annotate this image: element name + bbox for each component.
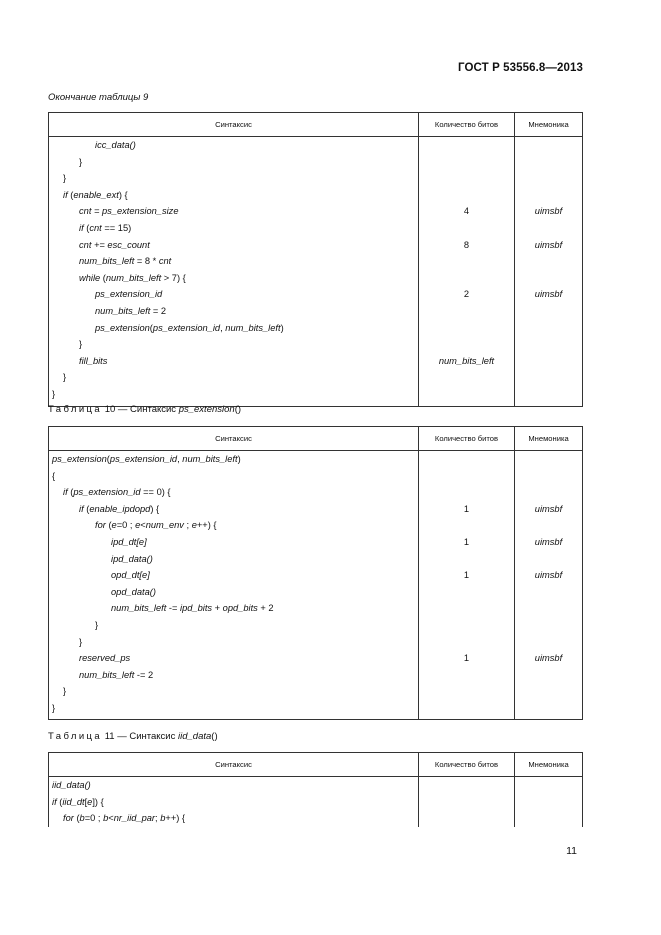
table-header-row — [49, 427, 583, 451]
mnemonic-value: uimsbf — [534, 653, 563, 664]
table-11 — [48, 752, 583, 827]
code-line: num_bits_left -= 2 — [79, 669, 154, 680]
table-header-row — [49, 753, 583, 777]
header-mnemonic: Мнемоника — [515, 753, 583, 777]
code-line: reserved_ps — [79, 653, 131, 664]
code-line: cnt = ps_extension_size — [79, 206, 179, 217]
mnemonic-value: uimsbf — [534, 289, 563, 300]
table-header-row — [49, 113, 583, 137]
bits-value: 8 — [463, 239, 470, 250]
mnemonic-value: uimsbf — [534, 570, 563, 581]
code-line: } — [52, 702, 56, 713]
caption-text: 11 — Синтаксис — [102, 731, 178, 742]
mnemonic-column — [515, 451, 583, 720]
mnemonic-value: uimsbf — [534, 503, 563, 514]
code-line: for (b=0 ; b<nr_iid_par; b++) { — [63, 813, 186, 824]
code-line: } — [52, 388, 56, 399]
code-line: } — [79, 636, 83, 647]
syntax-column — [49, 137, 419, 407]
caption-prefix: Таблица — [48, 731, 103, 742]
bits-value: 4 — [463, 206, 470, 217]
code-line: for (e=0 ; e<num_env ; e++) { — [95, 520, 217, 531]
bits-value: 1 — [463, 570, 470, 581]
code-line: iid_data() — [52, 780, 91, 790]
page-number: 11 — [566, 845, 577, 857]
bits-value: num_bits_left — [438, 355, 495, 366]
code-line: ipd_data() — [111, 553, 153, 564]
bits-value: 1 — [463, 653, 470, 664]
code-line: num_bits_left = 2 — [95, 305, 167, 316]
code-line: if (enable_ext) { — [63, 189, 128, 200]
caption-italic: ps_extension — [178, 404, 235, 415]
code-line: cnt += esc_count — [79, 239, 150, 250]
code-line: } — [79, 156, 83, 167]
mnemonic-value: uimsbf — [534, 239, 563, 250]
bits-column — [419, 451, 515, 720]
code-line: if (ps_extension_id == 0) { — [63, 487, 171, 498]
syntax-column — [49, 451, 419, 720]
bits-value: 1 — [463, 536, 470, 547]
code-line: ps_extension(ps_extension_id, num_bits_left) — [52, 454, 241, 464]
code-line: } — [63, 173, 67, 184]
bits-value: 2 — [463, 289, 470, 300]
code-line: icc_data() — [95, 140, 136, 150]
code-line: if (enable_ipdopd) { — [79, 503, 160, 514]
code-line: { — [52, 470, 56, 481]
bits-column — [419, 777, 515, 827]
header-syntax: Синтаксис — [49, 113, 419, 137]
header-bits: Количество битов — [419, 113, 515, 137]
code-line: if (cnt == 15) — [79, 222, 132, 233]
header-bits: Количество битов — [419, 427, 515, 451]
table-9 — [48, 112, 583, 407]
code-line: ps_extension_id — [95, 289, 163, 300]
code-line: fill_bits — [79, 355, 108, 366]
code-line: } — [95, 619, 99, 630]
caption-italic: iid_data — [178, 731, 212, 742]
header-mnemonic: Мнемоника — [515, 113, 583, 137]
mnemonic-column — [515, 137, 583, 407]
syntax-column — [49, 777, 419, 827]
table-continuation-label: Окончание таблицы 9 — [48, 92, 149, 103]
code-line: if (iid_dt[e]) { — [52, 796, 104, 807]
code-line: while (num_bits_left > 7) { — [79, 272, 186, 283]
mnemonic-column — [515, 777, 583, 827]
mnemonic-value: uimsbf — [534, 206, 563, 217]
code-line: ipd_dt[e] — [111, 536, 147, 547]
caption-end: () — [211, 731, 218, 742]
header-bits: Количество битов — [419, 753, 515, 777]
code-line: num_bits_left = 8 * cnt — [79, 256, 172, 267]
header-mnemonic: Мнемоника — [515, 427, 583, 451]
caption-text: 10 — Синтаксис — [102, 404, 179, 415]
table-11-caption — [48, 731, 218, 742]
header-syntax: Синтаксис — [49, 427, 419, 451]
caption-end: () — [234, 404, 242, 415]
code-line: opd_dt[e] — [111, 570, 150, 581]
table-body — [49, 777, 583, 827]
code-line: ps_extension(ps_extension_id, num_bits_left) — [95, 322, 284, 333]
mnemonic-value: uimsbf — [534, 536, 563, 547]
code-line: num_bits_left -= ipd_bits + opd_bits + 2 — [111, 603, 274, 614]
bits-column — [419, 137, 515, 407]
code-line: opd_data() — [111, 586, 156, 597]
table-body — [49, 137, 583, 407]
caption-prefix: Таблица — [48, 404, 103, 415]
code-line: } — [63, 686, 67, 697]
table-10-caption — [48, 404, 241, 415]
table-body — [49, 451, 583, 720]
code-line: } — [79, 339, 83, 350]
bits-value: 1 — [463, 503, 470, 514]
header-syntax: Синтаксис — [49, 753, 419, 777]
code-line: } — [63, 372, 67, 383]
standard-number: ГОСТ Р 53556.8—2013 — [458, 62, 583, 74]
table-10 — [48, 426, 583, 720]
